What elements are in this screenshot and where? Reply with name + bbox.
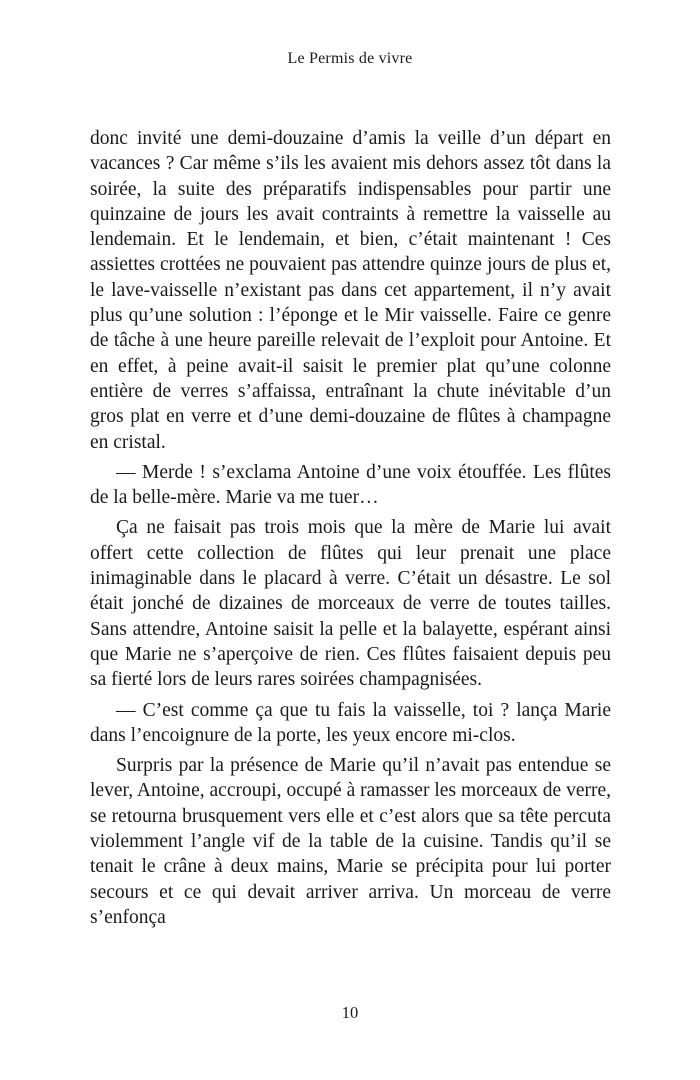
- paragraph: Ça ne faisait pas trois mois que la mère de Marie lui avait offert cette collection de flûtes qui leur prenait une place inimaginable dans le placard à verre. C’était un désastre. Le sol était jonché de dizaines de morceaux de verre de toutes tailles. Sans attendre, Antoine saisit la pelle et la balayette, espérant ainsi que Marie ne s’aperçoive de rien. Ces flûtes faisaient depuis peu sa fierté lors de leurs rares soirées champagnisées.: [90, 517, 611, 691]
- body-text: [90, 126, 611, 935]
- paragraph: Surpris par la présence de Marie qu’il n’avait pas entendue se lever, Antoine, accroupi, occupé à ramasser les morceaux de verre, se retourna brusquement vers elle et c’est alors que sa tête percuta violemment l’angle vif de la table de la cuisine. Tandis qu’il se tenait le crâne à deux mains, Marie se précipita pour lui porter secours et ce qui devait arriver arriva. Un morceau de verre s’enfonça: [90, 755, 611, 928]
- running-head: Le Permis de vivre: [287, 50, 413, 67]
- page-number: 10: [341, 1003, 359, 1022]
- paragraph: — C’est comme ça que tu fais la vaisselle, toi ? lança Marie dans l’encoignure de la porte, les yeux encore mi-clos.: [90, 699, 611, 746]
- paragraph: donc invité une demi-douzaine d’amis la veille d’un départ en vacances ? Car même s’ils les avaient mis dehors assez tôt dans la soirée, la suite des préparatifs indispensables pour partir une quinzaine de jours les avait contraints à remettre la vaisselle au lendemain. Et le lendemain, et bien, c’était maintenant ! Ces assiettes crottées ne pouvaient pas attendre quinze jours de plus et, le lave-vaisselle n’existant pas dans cet appartement, il n’y avait plus qu’une solution : l’éponge et le Mir vaisselle. Faire ce genre de tâche à une heure pareille relevait de l’exploit pour Antoine. Et en effet, à peine avait-il saisit le premier plat qu’une colonne entière de verres s’affaissa, entraînant la chute inévitable d’un gros plat en verre et d’une demi-douzaine de flûtes à champagne en cristal.: [90, 128, 611, 453]
- paragraph: — Merde ! s’exclama Antoine d’une voix étouffée. Les flûtes de la belle-mère. Marie va me tuer…: [90, 461, 611, 509]
